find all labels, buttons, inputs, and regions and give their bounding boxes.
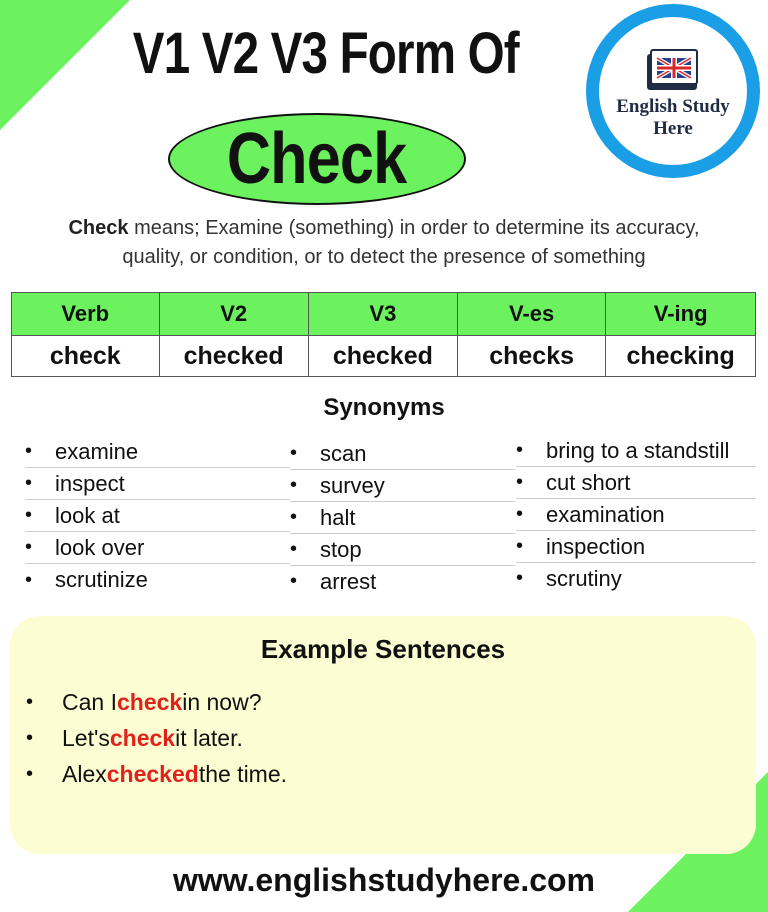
bullet-icon: • [25,472,33,494]
highlighted-verb: check [109,724,176,751]
bullet-icon: • [516,439,524,461]
list-item: • scrutiny [516,565,622,591]
bullet-icon: • [26,762,34,785]
header-v-ing: V-ing [606,293,756,336]
list-item: • inspection [516,531,756,563]
example-sentence: • Alex checked the time. [26,760,288,787]
table-header-row [12,293,756,336]
verb-oval [168,113,466,205]
bullet-icon: • [25,536,33,558]
synonyms-column-3 [516,435,756,595]
list-item: • examine [25,436,290,468]
list-item: • look at [25,500,290,532]
list-item: • stop [290,534,515,566]
header-v2: V2 [159,293,308,336]
header-verb: Verb [12,293,160,336]
definition-line1: means; Examine (something) in order to determine its accuracy, [128,217,700,239]
form-past-participle: checked [308,336,457,377]
bullet-icon: • [26,726,34,749]
verb-forms-table [11,292,756,377]
list-item: • inspect [25,468,290,500]
synonyms-column-1 [25,436,290,596]
form-base: check [12,336,160,377]
form-third-person: checks [457,336,605,377]
verb-heading: Check [227,119,407,199]
list-item: • cut short [516,467,756,499]
list-item: • look over [25,532,290,564]
form-past: checked [159,336,308,377]
bullet-icon: • [290,570,298,592]
bullet-icon: • [290,442,298,464]
list-item: • scrutinize [25,567,148,592]
list-item: • halt [290,502,515,534]
highlighted-verb: check [116,688,183,715]
definition [20,214,748,272]
header-v-es: V-es [457,293,605,336]
example-sentence: • Can I check in now? [26,688,262,715]
list-item: • survey [290,470,515,502]
bullet-icon: • [25,568,33,591]
definition-word: Check [68,217,129,239]
bullet-icon: • [516,535,524,557]
list-item: • bring to a standstill [516,435,756,467]
definition-line2: quality, or condition, or to detect the presence of something [122,246,646,268]
bullet-icon: • [290,474,298,496]
table-row [12,336,756,377]
bullet-icon: • [25,504,33,526]
list-item: • examination [516,499,756,531]
synonyms-title: Synonyms [323,394,445,421]
list-item: • scan [290,438,515,470]
logo-text-line1: English Study [616,96,730,117]
corner-decoration-top-left [0,0,130,130]
header-v3: V3 [308,293,457,336]
list-item: • arrest [290,568,377,594]
bullet-icon: • [290,538,298,560]
example-sentences-title: Example Sentences [260,634,506,664]
synonyms-column-2 [290,438,515,598]
form-gerund: checking [606,336,756,377]
site-logo [586,4,760,178]
bullet-icon: • [26,690,34,713]
example-sentences-panel [10,616,756,854]
bullet-icon: • [290,506,298,528]
bullet-icon: • [516,471,524,493]
website-url: www.englishstudyhere.com [172,862,595,898]
highlighted-verb: checked [106,760,199,787]
page-title: V1 V2 V3 Form Of [132,21,519,86]
bullet-icon: • [25,440,33,462]
example-sentence: • Let's check it later. [26,724,243,751]
logo-text-line2: Here [653,118,693,139]
book-flag-icon [643,48,703,92]
bullet-icon: • [516,503,524,525]
bullet-icon: • [516,567,524,589]
example-sentence-list [26,684,287,792]
